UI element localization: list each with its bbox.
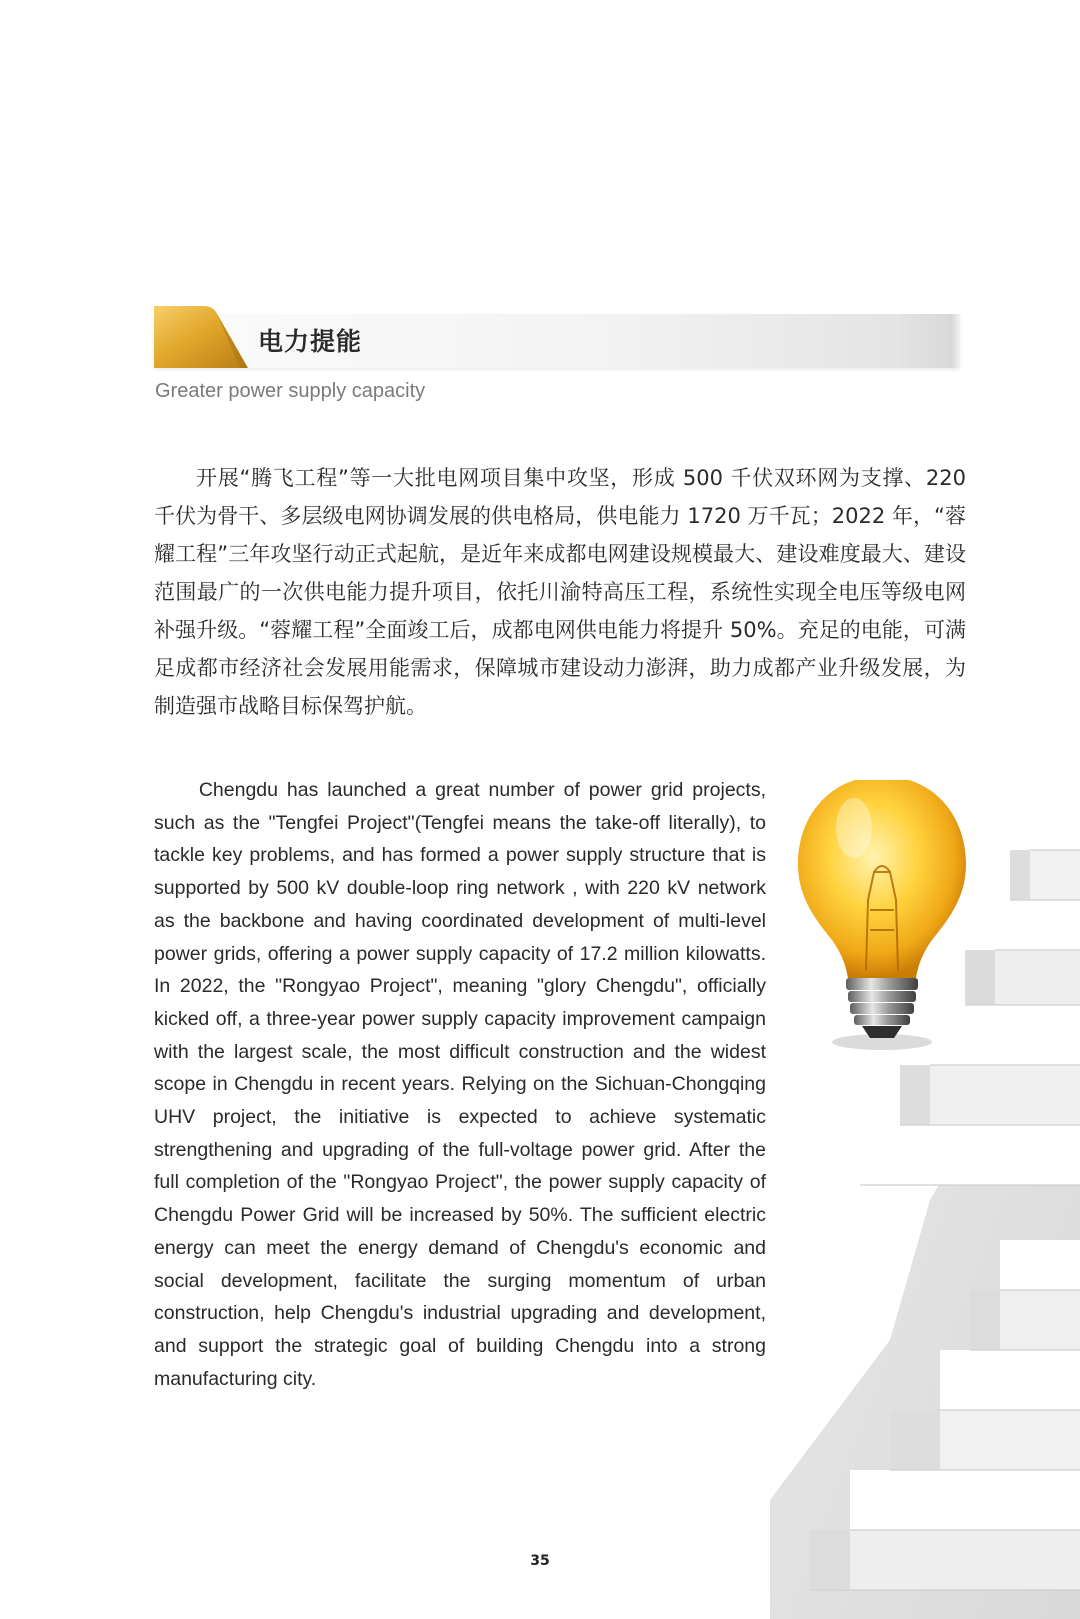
chinese-paragraph: 开展“腾飞工程”等一大批电网项目集中攻坚，形成 500 千伏双环网为支撑、220 千伏为骨干、多层级电网协调发展的供电格局，供电能力 1720 万千瓦；2022 年，“蓉耀工程”三年攻坚行动正式起航，是近年来成都电网建设规模最大、建设难度最大、建设范围最广的一次供电能力提升项目，依托川渝特高压工程，系统性实现全电压等级电网补强升级。“蓉耀工程”全面竣工后，成都电网供电能力将提升 50%。充足的电能，可满足成都市经济社会发展用能需求，保障城市建设动力澎湃，助力成都产业升级发展，为制造强市战略目标保驾护航。 xyxy=(154,466,966,718)
section-subtitle: Greater power supply capacity xyxy=(155,380,426,402)
heading-band-endcap xyxy=(950,314,960,368)
page-number: 35 xyxy=(530,1553,550,1569)
section-title: 电力提能 xyxy=(258,327,363,356)
english-paragraph: Chengdu has launched a great number of power grid projects, such as the "Tengfei Project"(Tengfei means the take-off literally), to tackle key problems, and has formed a power supply structure that is supported by 500 kV double-loop ring network , with 220 kV network as the backbone and having coordinated development of multi-level power grids, offering a power supply capacity of 17.2 million kilowatts. In 2022, the "Rongyao Project", meaning "glory Chengdu", officially kicked off, a three-year power supply capacity improvement campaign with the largest scale, the most difficult construction and the widest scope in Chengdu in recent years. Relying on the Sichuan-Chongqing UHV project, the initiative is expected to achieve systematic strengthening and upgrading of the full-voltage power grid. After the full completion of the "Rongyao Project", the power supply capacity of Chengdu Power Grid will be increased by 50%. The sufficient electric energy can meet the energy demand of Chengdu's economic and social development, facilitate the surging momentum of urban construction, help Chengdu's industrial upgrading and development, and support the strategic goal of building Chengdu into a strong manufacturing city. xyxy=(154,779,766,1390)
gold-tab-icon xyxy=(154,306,248,370)
light-bulb-stairs-illustration xyxy=(770,780,1080,1619)
